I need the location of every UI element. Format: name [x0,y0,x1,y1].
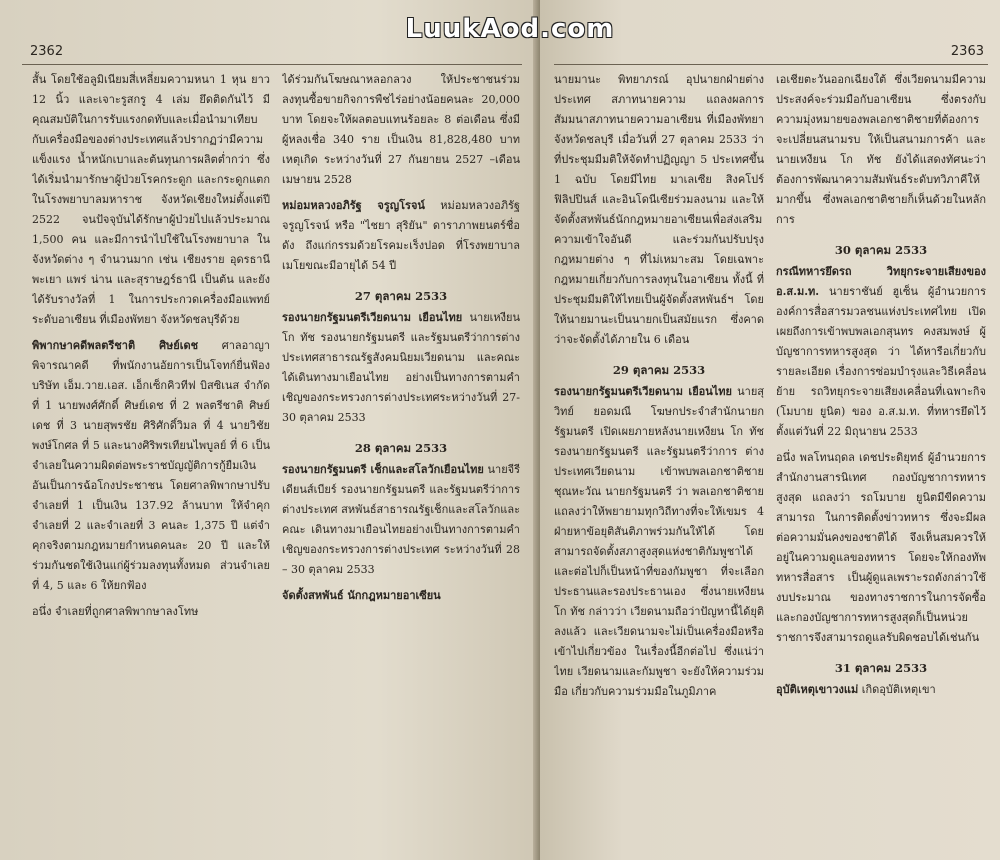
date-heading: 31 ตุลาคม 2533 [834,661,928,675]
date-heading: 29 ตุลาคม 2533 [612,363,706,377]
left-columns [32,70,520,628]
entry-title: รองนายกรัฐมนตรีเวียดนาม เยือนไทย [554,385,732,398]
header-rule [554,64,988,65]
paragraph: รองนายกรัฐมนตรี เช็กและสโลวักเยือนไทย นายจีรี เดียนส์เบียร์ รองนายกรัฐมนตรี และรัฐมนตรีว่าการต่างประเทศ สหพันธ์สาธารณรัฐเช็กและสโลวักและคณะ เดินทางมาเยือนไทยอย่างเป็นทางการตามคำเชิญของกระทรวงการต่างประเทศ ระหว่างวันที่ 28 – 30 ตุลาคม 2533 [282,463,520,576]
paragraph: รองนายกรัฐมนตรีเวียดนาม เยือนไทย นายเหงียน โก ทัช รองนายกรัฐมนตรี และรัฐมนตรีว่าการต่างประเทศสาธารณรัฐสังคมนิยมเวียดนาม และคณะ ได้เดินทางมาเยือนไทย อย่างเป็นทางการตามคำเชิญของกระทรวงการต่างประเทศระหว่างวันที่ 27-30 ตุลาคม 2533 [282,311,520,424]
right-column-1 [554,70,764,708]
left-column-1 [32,70,270,628]
entry-title: กรณีทหารยึดรถ วิทยุกระจายเสียงของ อ.ส.ม.ท. [776,265,986,298]
paragraph: หม่อมหลวงอภิรัฐ จรูญโรจน์ หม่อมหลวงอภิรัฐ จรูญโรจน์ หรือ "ไชยา สุริยัน" ดาราภาพยนตร์ชื่อดัง ถึงแก่กรรมด้วยโรคมะเร็งปอด ที่โรงพยาบาลเมโยขณะมีอายุได้ 54 ปี [282,199,520,272]
paragraph: นายมานะ พิทยาภรณ์ อุปนายกฝ่ายต่างประเทศ สภาทนายความ แถลงผลการสัมมนาสภาทนายความอาเซียน ที่เมืองพัทยา จังหวัดชลบุรี เมื่อวันที่ 27 ตุลาคม 2533 ว่า ที่ประชุมมีมติให้จัดทำปฏิญญา 5 ประเทศขึ้น 1 ฉบับ โดยมีไทย มาเลเซีย สิงคโปร์ ฟิลิปปินส์ และอินโดนีเซียร่วมลงนาม และให้จัดตั้งสหพันธ์นักกฎหมายอาเซียนเพื่อส่งเสริมความเข้าใจอันดี และร่วมกันปรับปรุงกฎหมายต่าง ๆ ที่ไม่เหมาะสม โดยเฉพาะกฎหมายเกี่ยวกับการลงทุนในอาเซียน ทั้งนี้ ที่ประชุมมีมติให้ไทยเป็นผู้จัดตั้งสหพันธ์ฯ โดยให้นายมานะเป็นนายกเป็นสมัยแรก ซึ่งคาดว่าจะจัดตั้งได้ภายใน 6 เดือน [554,73,764,346]
right-column-2 [776,70,986,708]
date-heading: 27 ตุลาคม 2533 [354,289,448,303]
site-watermark: LuukAod.com [405,14,615,44]
paragraph: ได้ร่วมกันโฆษณาหลอกลวง ให้ประชาชนร่วมลงทุนซื้อขายกิจการพืชไร่อย่างน้อยคนละ 20,000 บาท โดยจะให้ผลตอบแทนร้อยละ 8 ต่อเดือน ซึ่งมีผู้หลงเชื่อ 340 ราย เป็นเงิน 81,828,480 บาท เหตุเกิด ระหว่างวันที่ 27 กันยายน 2527 –เดือนเมษายน 2528 [282,73,520,186]
header-rule [22,64,522,65]
paragraph [282,586,520,606]
right-columns [554,70,986,708]
right-page [540,0,1000,860]
left-column-2 [282,70,520,628]
entry-title: พิพากษาคดีพลตรีชาติ ศิษย์เดช [32,339,199,352]
right-page-number: 2363 [950,44,984,59]
date-heading: 28 ตุลาคม 2533 [354,441,448,455]
paragraph: อุบัติเหตุเขาวงแม่ เกิดอุบัติเหตุเขา [776,683,936,696]
paragraph: อนึ่ง จำเลยที่ถูกศาลพิพากษาลงโทษ [32,605,199,618]
entry-title: อุบัติเหตุเขาวงแม่ [776,683,859,696]
entry-title: หม่อมหลวงอภิรัฐ จรูญโรจน์ [282,199,425,212]
paragraph: อนึ่ง พลโทนฤดล เดชประดิยุทธ์ ผู้อำนวยการสำนักงานสารนิเทศ กองบัญชาการทหารสูงสุด แถลงว่า รถโมบาย ยูนิตมีขีดความสามารถ ในการติดตั้งข่าวทหาร ซึ่งจะมีผลต่อความมั่นคงของชาติได้ จึงเห็นสมควรให้ อยู่ในความดูแลของทหาร โดยจะให้กองทัพทหารสื่อสาร เป็นผู้ดูแลเพราะรถดังกล่าวใช้งบประมาณ ของทางราชการในการจัดซื้อ และกองบัญชาการทหารสูงสุดก็เป็นหน่วยราชการจึงสามารถดูแลรับผิดชอบได้เช่นกัน [776,451,986,644]
paragraph: กรณีทหารยึดรถ วิทยุกระจายเสียงของ อ.ส.ม.ท. นายราชันย์ ฮูเซ็น ผู้อำนวยการ องค์การสื่อสารมวลชนแห่งประเทศไทย เปิดเผยถึงการเข้าพบพลเอกสุนทร คงสมพงษ์ ผู้บัญชาการทหารสูงสุด ว่า ได้หารือเกี่ยวกับรายละเอียด เรื่องการซ่อมบำรุงและวิธีเคลื่อนย้าย รถวิทยุกระจายเสียงเคลื่อนที่เฉพาะกิจ (โมบาย ยูนิต) ของ อ.ส.ม.ท. ที่ทหารยึดไว้ตั้งแต่วันที่ 22 มิถุนายน 2533 [776,265,986,438]
paragraph: พิพากษาคดีพลตรีชาติ ศิษย์เดช ศาลอาญาพิจารณาคดี ที่พนักงานอัยการเป็นโจทก์ยื่นฟ้องบริษัท เอ็ม.วาย.เอส. เอ็กเซ็กคิวทีฟ บิสซิเนส จำกัด ที่ 1 นายพงศ์ศักดิ์ ศิษย์เดช ที่ 2 พลตรีชาติ ศิษย์เดช ที่ 3 นายสุพรชัย ศิริศักดิ์วิมล ที่ 4 นายวิชัย พงษ์โกศล ที่ 5 และนางศิริพรเทียนไพบูลย์ ที่ 6 เป็นจำเลยในความผิดต่อพระราชบัญญัติการกู้ยืมเงิน อันเป็นการฉ้อโกงประชาชน โดยศาลพิพากษาปรับจำเลยที่ 1 เป็นเงิน 137.92 ล้านบาท ให้จำคุกจำเลยที่ 2 และจำเลยที่ 3 คนละ 1,375 ปี แต่จำคุกจริงตามกฎหมายกำหนดคนละ 20 ปี และให้ร่วมกันชดใช้เงินแก่ผู้ร่วมลงทุนทั้งหมด ส่วนจำเลยที่ 4, 5 และ 6 ให้ยกฟ้อง [32,339,270,592]
entry-title: รองนายกรัฐมนตรี เช็กและสโลวักเยือนไทย [282,463,484,476]
paragraph: สั้น โดยใช้อลูมิเนียมสี่เหลี่ยมความหนา 1 หุน ยาว 12 นิ้ว และเจาะรูสกรู 4 เล่ม ยึดติดกันไว้ มีคุณสมบัติในการรับแรงกดทับและเมื่อนำมาเทียบ กับเครื่องมือของต่างประเทศแล้วปรากฏว่ามีความแข็งแรง น้ำหนักเบาและต้นทุนการผลิตต่ำกว่า ซึ่งได้เริ่มนำมารักษาผู้ป่วยโรคกระดูก และกระดูกแตก ในโรงพยาบาลมหาราช จังหวัดเชียงใหม่ตั้งแต่ปี 2522 จนปัจจุบันได้รักษาผู้ป่วยไปแล้วประมาณ 1,500 คน และมีการนำไปใช้ในโรงพยาบาล ในจังหวัดต่าง ๆ จำนวนมาก เช่น เชียงราย อุดรธานี พะเยา แพร่ น่าน และสุราษฎร์ธานี เป็นต้น และยังได้รับรางวัลที่ 1 ในการประกวดเครื่องมือแพทย์ระดับอาเซียน ที่เมืองพัทยา จังหวัดชลบุรีด้วย [32,73,270,326]
entry-title: รองนายกรัฐมนตรีเวียดนาม เยือนไทย [282,311,463,324]
left-page-number: 2362 [30,44,64,59]
paragraph: เอเชียตะวันออกเฉียงใต้ ซึ่งเวียดนามมีความประสงค์จะร่วมมือกับอาเซียน ซึ่งตรงกับความมุ่งหมายของพลเอกชาติชายที่ต้องการจะเปลี่ยนสนามรบ ให้เป็นสนามการค้า และนายเหงียน โก ทัช ยังได้แสดงทัศนะว่า ต้องการพัฒนาความสัมพันธ์ระดับทวิภาคีให้มากขึ้น ซึ่งพลเอกชาติชายก็เห็นด้วยในหลักการ [776,73,986,226]
paragraph: รองนายกรัฐมนตรีเวียดนาม เยือนไทย นายสุวิทย์ ยอดมณี โฆษกประจำสำนักนายกรัฐมนตรี เปิดเผยภายหลังนายเหงียน โก ทัช รองนายกรัฐมนตรี และรัฐมนตรีว่าการ ต่างประเทศเวียดนาม เข้าพบพลเอกชาติชาย ชุณหะวัณ นายกรัฐมนตรี ว่า พลเอกชาติชายแถลงว่าให้พยายามทุกวิถีทางที่จะให้เขมร 4 ฝ่ายหาข้อยุติสันติภาพร่วมกันให้ได้ โดยสามารถจัดตั้งสภาสูงสุดแห่งชาติกัมพูชาได้ และต่อไปก็เป็นหน้าที่ของกัมพูชา ที่จะเลือกประธานและรองประธานเอง ซึ่งนายเหงียน โก ทัช กล่าวว่า เวียดนามถือว่าปัญหานี้ได้ยุติลงแล้ว และเวียดนามจะไม่เป็นเครื่องมือหรือเข้าไปเกี่ยวข้อง ในเรื่องนี้อีกต่อไป ซึ่งแน่ว่าไทย เวียดนามและกัมพูชา จะยังให้ความร่วมมือ เกี่ยวกับความร่วมมือในภูมิภาค [554,385,764,698]
date-heading: 30 ตุลาคม 2533 [834,243,928,257]
entry-title: จัดตั้งสหพันธ์ นักกฎหมายอาเซียน [282,589,441,602]
